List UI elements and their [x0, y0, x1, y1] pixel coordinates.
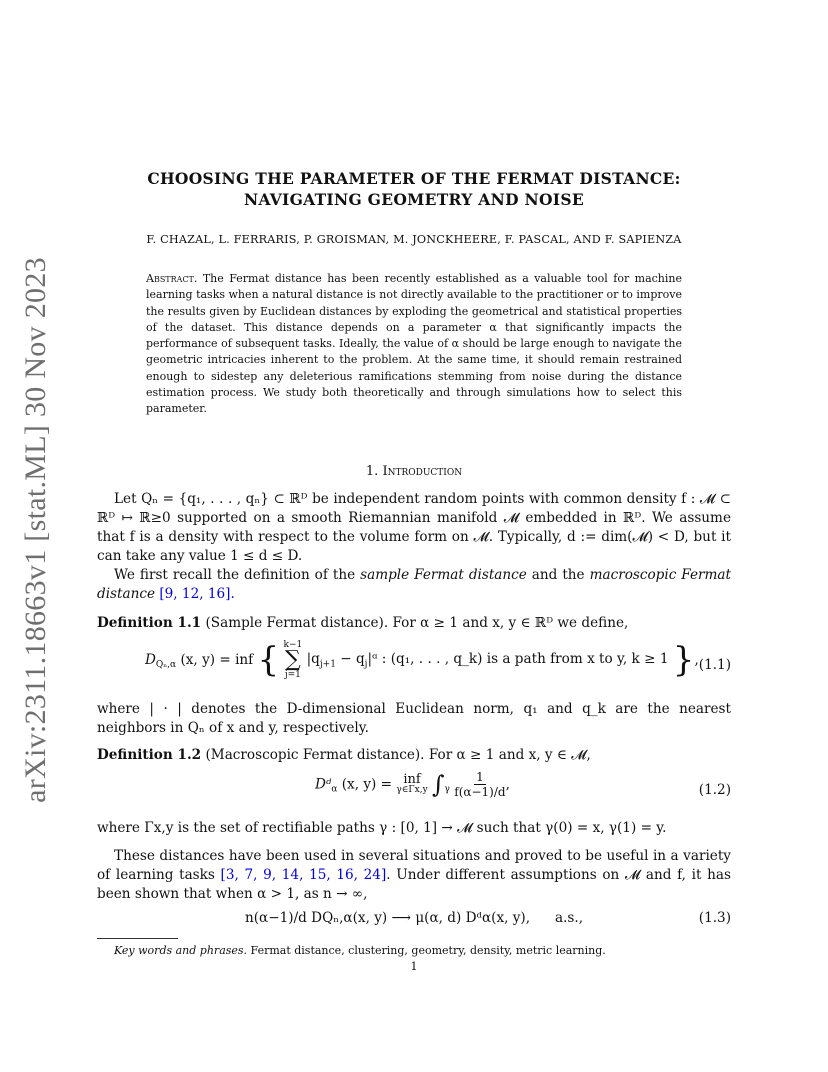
definition-1-1 [97, 614, 731, 633]
eq1-body [306, 650, 669, 670]
footnote-rule [97, 938, 178, 939]
footnote-label: Key words and phrases. [114, 944, 248, 957]
eq1-expression: $D_{Q_n,\alpha}$ (x, y) = inf { k−1 ∑ j=1 $|q_{j+1}$ − $q_j|ᵅ$ : (q₁, . . . , q_k) is a path from x to y, k ≥ 1 }, [145, 640, 699, 680]
eq1-sum-bottom: j=1 [284, 670, 301, 680]
eq1-right-brace: } [672, 640, 695, 680]
arxiv-identifier: arXiv:2311.18663v1 [stat.ML] 30 Nov 2023 [19, 257, 52, 803]
eq2-inf-text: inf [403, 771, 421, 787]
equation-1-1 [97, 640, 731, 696]
para3-citations[interactable]: [3, 7, 9, 14, 15, 16, 24] [220, 867, 387, 883]
eq2-denominator: f(α−1)/d [454, 785, 506, 799]
eq1-lhs-sub: Qₙ,α [155, 660, 177, 671]
para2-citations[interactable]: [9, 12, 16]. [155, 586, 235, 602]
eq1-sum-top: k−1 [283, 640, 303, 650]
section-heading [97, 464, 731, 479]
para2-text-a: We first recall the definition of the [114, 567, 361, 583]
page-number: 1 [410, 960, 418, 973]
para2-text-b: and the [526, 567, 590, 583]
para3-text-b: . Under different assumptions on 𝓜 and f, it has been shown that when α > 1, as n → ∞, [97, 867, 731, 902]
eq2-fraction [454, 770, 505, 799]
after-eq1-text: where | · | denotes the D-dimensional Euclidean norm, q₁ and q_k are the nearest neighbors in Qₙ of x and y, respectively. [97, 701, 731, 736]
footnote [114, 944, 606, 957]
para3-text-a: These distances have been used in several situations and proved to be useful in a variety of learning tasks [97, 848, 731, 883]
eq2-inf-sub: γ∈Γx,y [396, 784, 428, 795]
eq1-body-a: |q [306, 650, 320, 667]
section-number: 1. [365, 464, 379, 479]
sigma-symbol: ∑ [285, 647, 301, 672]
def2-title: (Macroscopic Fermat distance). [205, 747, 425, 763]
eq2-number: (1.2) [698, 782, 731, 798]
equation-1-2 [97, 770, 731, 814]
title-line-1: CHOOSING THE PARAMETER OF THE FERMAT DISTANCE: [147, 169, 681, 188]
eq1-body-c: |ᵅ : (q₁, . . . , q_k) is a path from x to y, k ≥ 1 [367, 650, 669, 667]
author-list: F. CHAZAL, L. FERRARIS, P. GROISMAN, M. JONCKHEERE, F. PASCAL, AND F. SAPIENZA [146, 233, 682, 246]
title-line-2: NAVIGATING GEOMETRY AND NOISE [244, 190, 584, 209]
definition-1-2 [97, 746, 731, 765]
section-title: Introduction [382, 464, 463, 479]
eq2-int-sub: γ [444, 784, 450, 795]
eq3-almost-surely: a.s., [555, 910, 584, 926]
eq1-body-sub1: j+1 [319, 659, 336, 670]
eq2-numerator: 1 [476, 770, 484, 784]
eq2-lhs: Dᵈ [315, 776, 332, 793]
eq1-number: (1.1) [698, 657, 731, 673]
para2-emph-1: sample Fermat distance [360, 567, 527, 583]
eq2-lhs-sub: α [331, 784, 338, 795]
def2-label: Definition 1.2 [97, 747, 202, 763]
eq3-number: (1.3) [698, 910, 731, 926]
eq2-args: (x, y) = [341, 776, 397, 793]
paper-title [97, 168, 731, 210]
def2-text: For α ≥ 1 and x, y ∈ 𝓜, [428, 747, 591, 763]
after-eq2-text: where Γx,y is the set of rectifiable paths γ : [0, 1] → 𝓜 such that γ(0) = x, γ(1) = y. [97, 820, 667, 836]
eq2-expression: Dᵈ$_\alpha$ (x, y) = inf γ∈Γx,y $\int_\gamma$ $\frac{1}{f(\alpha-1)/d}$ , [315, 770, 510, 799]
abstract-text: The Fermat distance has been recently established as a valuable tool for machine learning tasks when a natural distance is not directly available to the practitioner or to improve the results given by Euclidean distances by exploding the geometrical and statistical properties of the dataset. This distance depends on a parameter α that significantly impacts the performance of subsequent tasks. Ideally, the value of α should be large enough to navigate the geometric intricacies inherent to the problem. At the same time, it should remain restrained enough to sidestep any deleterious ramifications stemming from noise during the distance estimation process. We study both theoretically and through simulations how to select this parameter. [146, 272, 682, 416]
intro-body [97, 490, 731, 604]
para2-emph-2: macroscopic Fermat distance [97, 567, 731, 602]
eq1-summation [284, 640, 303, 680]
def1-text: For α ≥ 1 and x, y ∈ ℝᴰ we define, [392, 615, 629, 631]
abstract-label: Abstract. [146, 272, 198, 285]
eq1-body-b: − q [335, 650, 365, 667]
eq2-infimum [396, 771, 428, 795]
eq1-lhs: D [145, 652, 156, 668]
arxiv-sidebar [14, 200, 58, 860]
eq1-body-sub2: j [364, 659, 368, 670]
def1-title: (Sample Fermat distance). [205, 615, 389, 631]
equation-1-3 [97, 910, 731, 932]
eq1-args: (x, y) = inf [180, 652, 254, 668]
intro-paragraph-3 [97, 847, 731, 904]
abstract [146, 271, 682, 418]
integral-symbol: ∫ [432, 770, 445, 799]
def1-label: Definition 1.1 [97, 615, 202, 631]
intro-paragraph-2 [97, 566, 731, 604]
eq3-expression: n(α−1)/d DQₙ,α(x, y) ⟶ μ(α, d) Dᵈα(x, y), [245, 910, 531, 926]
intro-paragraph-1: Let Qₙ = {q₁, . . . , qₙ} ⊂ ℝᴰ be independent random points with common density f : 𝓜 ⊂ ℝᴰ ↦ ℝ≥0 supported on a smooth Riemannian manifold 𝓜 embedded in ℝᴰ. We assume that f is a density with respect to the volume form on 𝓜. Typically, d := dim(𝓜) < D, but it can take any value 1 ≤ d ≤ D. [97, 491, 731, 564]
footnote-text: Fermat distance, clustering, geometry, density, metric learning. [250, 944, 606, 957]
eq1-left-brace: { [257, 640, 280, 680]
